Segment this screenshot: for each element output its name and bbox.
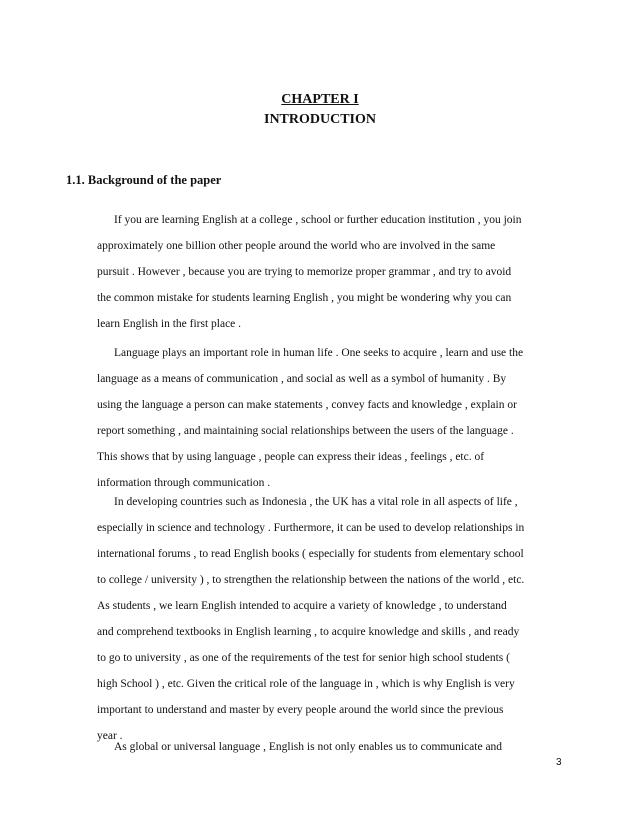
page-number: 3 <box>556 757 562 768</box>
paragraph-line: In developing countries such as Indonesia , the UK has a vital role in all aspects of life , <box>114 496 518 508</box>
paragraph-line: year . <box>97 730 123 742</box>
paragraph-line: information through communication . <box>97 477 271 489</box>
paragraph-line: As students , we learn English intended to acquire a variety of knowledge , to understand <box>97 600 507 612</box>
chapter-header <box>0 90 638 130</box>
chapter-title: CHAPTER I <box>281 92 359 107</box>
paragraph-line: international forums , to read English books ( especially for students from elementary school <box>97 548 524 560</box>
paragraph-4 <box>97 734 567 760</box>
paragraph-line: the common mistake for students learning English , you might be wondering why you can <box>97 292 512 304</box>
paragraph-line: learn English in the first place . <box>97 318 242 330</box>
paragraph-line: Language plays an important role in human life . One seeks to acquire , learn and use the <box>114 347 524 359</box>
section-heading: 1.1. Background of the paper <box>66 173 222 187</box>
paragraph-line: As global or universal language , English is not only enables us to communicate and <box>114 741 503 753</box>
paragraph-line: This shows that by using language , people can express their ideas , feelings , etc. of <box>97 451 485 463</box>
paragraph-3 <box>97 489 567 749</box>
paragraph-line: language as a means of communication , and social as well as a symbol of humanity . By <box>97 373 507 385</box>
paragraph-line: high School ) , etc. Given the critical role of the language in , which is why English is very <box>97 678 515 690</box>
paragraph-line: to college / university ) , to strengthen the relationship between the nations of the world , etc. <box>97 574 525 586</box>
paragraph-line: important to understand and master by every people around the world since the previous <box>97 704 504 716</box>
paragraph-line: especially in science and technology . Furthermore, it can be used to develop relationships in <box>97 522 525 534</box>
paragraph-2 <box>97 340 567 496</box>
paragraph-line: and comprehend textbooks in English learning , to acquire knowledge and skills , and ready <box>97 626 520 638</box>
chapter-subtitle: INTRODUCTION <box>263 112 377 127</box>
paragraph-line: to go to university , as one of the requirements of the test for senior high school students ( <box>97 652 510 664</box>
paragraph-line: pursuit . However , because you are trying to memorize proper grammar , and try to avoid <box>97 266 512 278</box>
paragraph-line: approximately one billion other people around the world who are involved in the same <box>97 240 496 252</box>
paragraph-line: If you are learning English at a college , school or further education institution , you join <box>114 214 522 226</box>
paragraph-line: using the language a person can make statements , convey facts and knowledge , explain or <box>97 399 517 411</box>
paragraph-1 <box>97 207 567 337</box>
paragraph-line: report something , and maintaining social relationships between the users of the language . <box>97 425 514 437</box>
